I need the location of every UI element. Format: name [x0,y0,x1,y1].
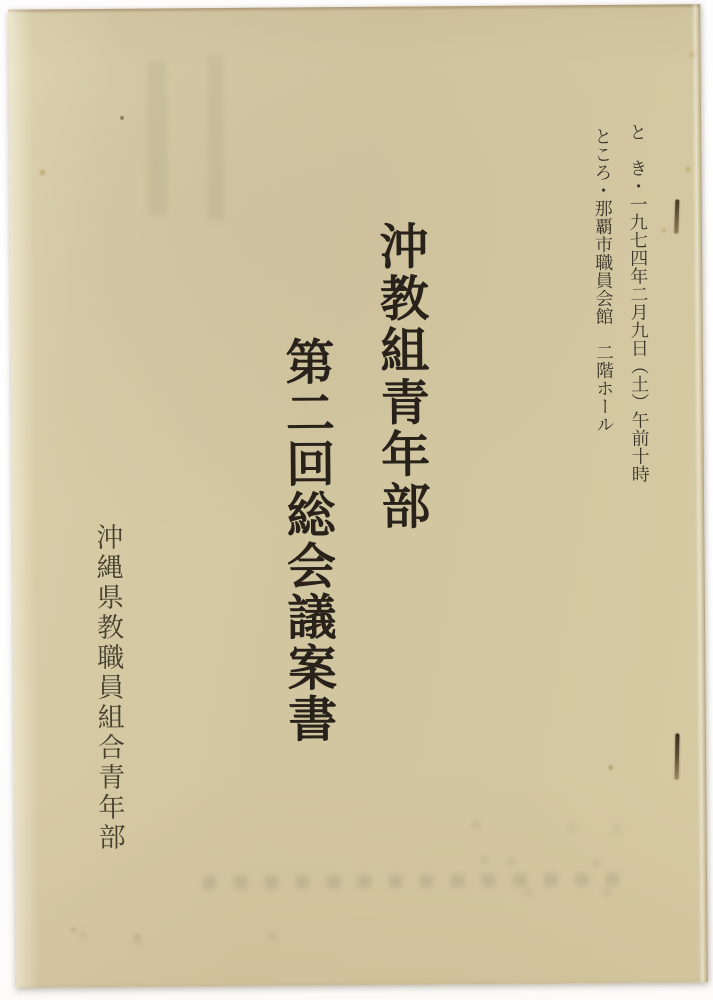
event-location-text: ところ・那覇市職員会館 二階ホール [592,126,615,434]
foxing-spot [608,765,613,770]
foxing-spot [133,934,140,939]
staple-top [674,199,679,233]
booklet-title-line2: 第二回総会議案書 [278,336,337,745]
booklet-cover [8,4,708,987]
show-through-ghost [203,873,635,889]
staple-bottom [675,733,680,779]
show-through-ghost [473,820,481,828]
foxing-spot [70,927,76,932]
foxing-spot [39,169,45,175]
show-through-ghost [207,55,225,220]
foxing-spot [662,229,666,233]
organization-name: 沖縄県教職員組合青年部 [92,522,125,854]
booklet-title-line1: 沖教組青年部 [372,220,431,533]
foxing-spot [120,116,124,120]
event-datetime-text: と き・一九七四年二月九日（土）午前十時 [627,122,650,483]
show-through-ghost [147,60,168,215]
foxing-spot [690,51,698,58]
foxing-spot [685,166,690,171]
